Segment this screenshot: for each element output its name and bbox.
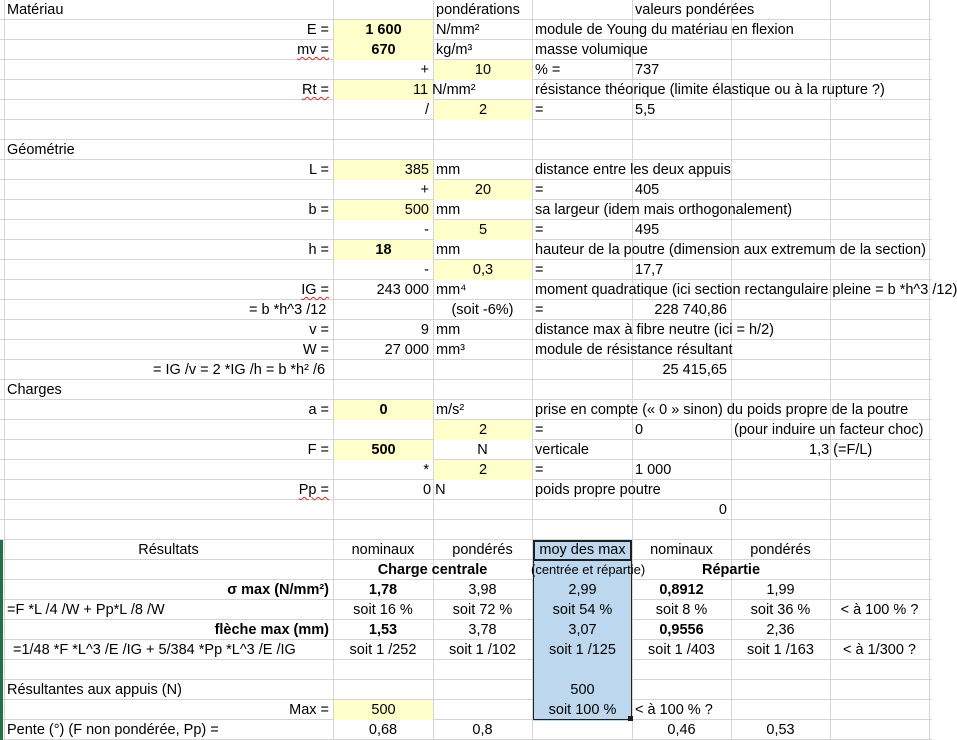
mv-value[interactable]: 670 <box>334 40 433 60</box>
b-pond[interactable]: 5 <box>434 220 532 240</box>
a-desc[interactable]: prise en compte (« 0 » sinon) du poids propre de la poutre <box>535 402 909 418</box>
W-value[interactable]: 27 000 <box>384 342 429 358</box>
pente-nom[interactable]: 0,68 <box>368 722 398 738</box>
Rt-desc[interactable]: résistance théorique (limite élastique ou à la rupture ?) <box>535 82 885 98</box>
Rt-eq[interactable]: = <box>535 102 544 118</box>
Pp-value[interactable] <box>334 480 446 500</box>
W-formula[interactable]: = IG /v = 2 *IG /h = b *h² /6 <box>153 362 326 378</box>
soit1-nom[interactable]: soit 16 % <box>353 602 413 618</box>
v-unit[interactable]: mm <box>436 322 461 338</box>
L-result[interactable]: 405 <box>635 182 660 198</box>
Rt-label[interactable] <box>4 80 333 100</box>
E-unit[interactable]: N/mm² <box>436 22 480 38</box>
geometrie-title[interactable]: Géométrie <box>7 142 75 158</box>
fleche-label[interactable]: flèche max (mm) <box>214 622 329 638</box>
fleche-nom[interactable]: 1,53 <box>368 622 398 638</box>
b-eq[interactable]: = <box>535 222 544 238</box>
a-note[interactable]: (pour induire un facteur choc) <box>734 422 924 438</box>
charges-title[interactable]: Charges <box>7 382 62 398</box>
Rt-result[interactable]: 5,5 <box>635 102 656 118</box>
mv-pond-unit[interactable]: % = <box>535 62 561 78</box>
b-result[interactable]: 495 <box>635 222 660 238</box>
ponderations-header[interactable]: pondérations <box>436 2 520 18</box>
fleche-moy[interactable]: 3,07 <box>568 622 597 638</box>
F-result[interactable]: 1 000 <box>635 462 672 478</box>
IG-soit[interactable]: (soit -6%) <box>451 302 514 318</box>
h-unit[interactable]: mm <box>436 242 461 258</box>
L-op[interactable]: + <box>420 182 429 198</box>
appuis-label[interactable]: Résultantes aux appuis (N) <box>7 682 182 698</box>
IG-label[interactable] <box>4 280 333 300</box>
W-desc[interactable]: module de résistance résultant <box>535 342 733 358</box>
resultats-title[interactable]: Résultats <box>138 542 199 558</box>
F-eq[interactable]: = <box>535 462 544 478</box>
L-pond[interactable]: 20 <box>434 180 532 200</box>
IG-eq[interactable]: = <box>535 302 544 318</box>
b-label[interactable]: b = <box>308 202 329 218</box>
a-label[interactable]: a = <box>308 402 329 418</box>
max-value[interactable]: 500 <box>334 700 433 720</box>
soit1-moy[interactable]: soit 54 % <box>552 602 613 618</box>
header-moy[interactable]: moy des max <box>539 542 626 558</box>
sigma-rpond[interactable]: 1,99 <box>766 582 795 598</box>
Rt-label-text: Rt = <box>302 82 329 98</box>
L-value[interactable]: 385 <box>334 160 433 180</box>
F-pond[interactable]: 2 <box>434 460 532 480</box>
mv-op[interactable]: + <box>420 62 429 78</box>
h-label[interactable]: h = <box>308 242 329 258</box>
W-result[interactable]: 25 415,65 <box>662 362 727 378</box>
pente-label[interactable] <box>4 720 333 740</box>
sigma-nom[interactable]: 1,78 <box>368 582 398 598</box>
soit1-pond[interactable]: soit 72 % <box>452 602 513 618</box>
sigma-formula[interactable]: =F *L /4 /W + Pp*L /8 /W <box>7 602 165 618</box>
pente-rnom[interactable]: 0,46 <box>667 722 696 738</box>
soit2-rnom[interactable]: soit 1 /403 <box>648 642 715 658</box>
b-desc[interactable]: sa largeur (idem mais orthogonalement) <box>535 202 793 218</box>
mv-desc[interactable]: masse volumique <box>535 42 648 58</box>
soit2-moy[interactable]: soit 1 /125 <box>549 642 616 658</box>
sigma-moy[interactable]: 2,99 <box>568 582 597 598</box>
v-label[interactable]: v = <box>309 322 329 338</box>
b-value[interactable]: 500 <box>334 200 433 220</box>
header-nominaux-2[interactable]: nominaux <box>650 542 713 558</box>
h-desc[interactable]: hauteur de la poutre (dimension aux extremum de la section) <box>535 242 926 258</box>
L-label[interactable]: L = <box>308 162 329 178</box>
IG-label-text: IG = <box>301 282 329 298</box>
mv-pond[interactable]: 10 <box>434 60 532 80</box>
mv-label-text: mv = <box>297 42 329 58</box>
h-pond[interactable]: 0,3 <box>434 260 532 280</box>
Pp-label-text: Pp = <box>298 482 329 498</box>
h-value[interactable]: 18 <box>334 240 433 260</box>
soit2-nom[interactable]: soit 1 /252 <box>349 642 417 658</box>
mv-unit[interactable]: kg/m³ <box>436 42 473 58</box>
repartie[interactable]: Répartie <box>701 562 761 578</box>
a-eq[interactable]: = <box>535 422 544 438</box>
moy-subheader-text: (centrée et répartie) <box>531 562 646 577</box>
h-result[interactable]: 17,7 <box>635 262 664 278</box>
header-ponderes[interactable]: pondérés <box>452 542 513 558</box>
soit2-pond[interactable]: soit 1 /102 <box>449 642 516 658</box>
mv-result[interactable]: 737 <box>635 62 660 78</box>
Rt-pond[interactable]: 2 <box>434 100 532 120</box>
L-desc[interactable]: distance entre les deux appuis <box>535 162 731 178</box>
soit1-check[interactable]: < à 100 % ? <box>840 602 919 618</box>
charge-centrale[interactable]: Charge centrale <box>377 562 488 578</box>
h-op[interactable]: - <box>424 262 429 278</box>
pente-rpond[interactable]: 0,53 <box>766 722 795 738</box>
F-unit[interactable]: N <box>477 442 488 458</box>
L-eq[interactable]: = <box>535 182 544 198</box>
IG-unit[interactable]: mm⁴ <box>436 282 467 298</box>
b-op[interactable]: - <box>424 222 429 238</box>
sigma-rnom[interactable]: 0,8912 <box>659 582 704 598</box>
W-unit[interactable]: mm³ <box>436 342 465 358</box>
max-soit[interactable]: soit 100 % <box>548 702 617 718</box>
fleche-formula[interactable]: =1/48 *F *L^3 /E /IG + 5/384 *Pp *L^3 /E /IG <box>13 642 296 658</box>
L-unit[interactable]: mm <box>436 162 461 178</box>
pente-pond[interactable]: 0,8 <box>472 722 493 738</box>
E-label[interactable]: E = <box>306 22 329 38</box>
a-unit[interactable]: m/s² <box>436 402 465 418</box>
max-check[interactable]: < à 100 % ? <box>635 702 713 718</box>
Pp-desc[interactable]: poids propre poutre <box>535 482 661 498</box>
mv-label[interactable] <box>4 40 333 60</box>
IG-desc[interactable]: moment quadratique (ici section rectangulaire pleine = b *h^3 /12) <box>535 282 957 298</box>
IG-value[interactable]: 243 000 <box>376 282 429 298</box>
Pp-label[interactable] <box>4 480 333 500</box>
fleche-rpond[interactable]: 2,36 <box>766 622 795 638</box>
F-value[interactable]: 500 <box>334 440 433 460</box>
a-pond[interactable]: 2 <box>434 420 532 440</box>
v-value[interactable]: 9 <box>420 322 429 338</box>
pente-label-text: Pente (°) (F non pondérée, Pp) = <box>7 722 219 738</box>
v-desc[interactable]: distance max à fibre neutre (ici = h/2) <box>535 322 774 338</box>
F-op[interactable]: * <box>423 462 429 478</box>
fleche-rnom[interactable]: 0,9556 <box>659 622 704 638</box>
b-unit[interactable]: mm <box>436 202 461 218</box>
appuis-moy[interactable]: 500 <box>570 682 595 698</box>
a-result[interactable]: 0 <box>635 422 644 438</box>
IG-formula[interactable]: = b *h^3 /12 <box>249 302 327 318</box>
a-value[interactable]: 0 <box>334 400 433 420</box>
Pp-result[interactable]: 0 <box>718 502 727 518</box>
row-selection-indicator <box>0 540 3 740</box>
Rt-value-text: 11 N/mm² <box>413 82 476 98</box>
F-label[interactable]: F = <box>307 442 329 458</box>
Rt-value[interactable] <box>334 80 476 100</box>
fleche-pond[interactable]: 3,78 <box>468 622 497 638</box>
E-desc[interactable]: module de Young du matériau en flexion <box>535 22 794 38</box>
soit1-rnom[interactable]: soit 8 % <box>655 602 708 618</box>
Rt-op[interactable]: / <box>424 102 429 118</box>
gridline <box>0 519 932 520</box>
soit2-rpond[interactable]: soit 1 /163 <box>747 642 814 658</box>
F-ratio[interactable]: 1,3 (=F/L) <box>809 442 873 458</box>
Pp-value-text: 0 N <box>423 482 446 498</box>
header-nominaux[interactable]: nominaux <box>351 542 415 558</box>
IG-result[interactable]: 228 740,86 <box>654 302 727 318</box>
soit1-rpond[interactable]: soit 36 % <box>750 602 811 618</box>
fill-handle[interactable] <box>628 716 633 721</box>
max-label[interactable]: Max = <box>289 702 329 718</box>
W-label[interactable]: W = <box>302 342 329 358</box>
h-eq[interactable]: = <box>535 262 544 278</box>
sigma-pond[interactable]: 3,98 <box>468 582 497 598</box>
sigma-label[interactable]: σ max (N/mm²) <box>227 582 329 598</box>
materiau-title[interactable]: Matériau <box>7 2 64 18</box>
valeurs-header[interactable]: valeurs pondérées <box>635 2 755 18</box>
soit2-check[interactable]: < à 1/300 ? <box>843 642 916 658</box>
header-ponderes-2[interactable]: pondérés <box>750 542 811 558</box>
E-value[interactable]: 1 600 <box>334 20 433 40</box>
F-desc[interactable]: verticale <box>535 442 589 458</box>
moy-subheader[interactable] <box>531 560 646 580</box>
